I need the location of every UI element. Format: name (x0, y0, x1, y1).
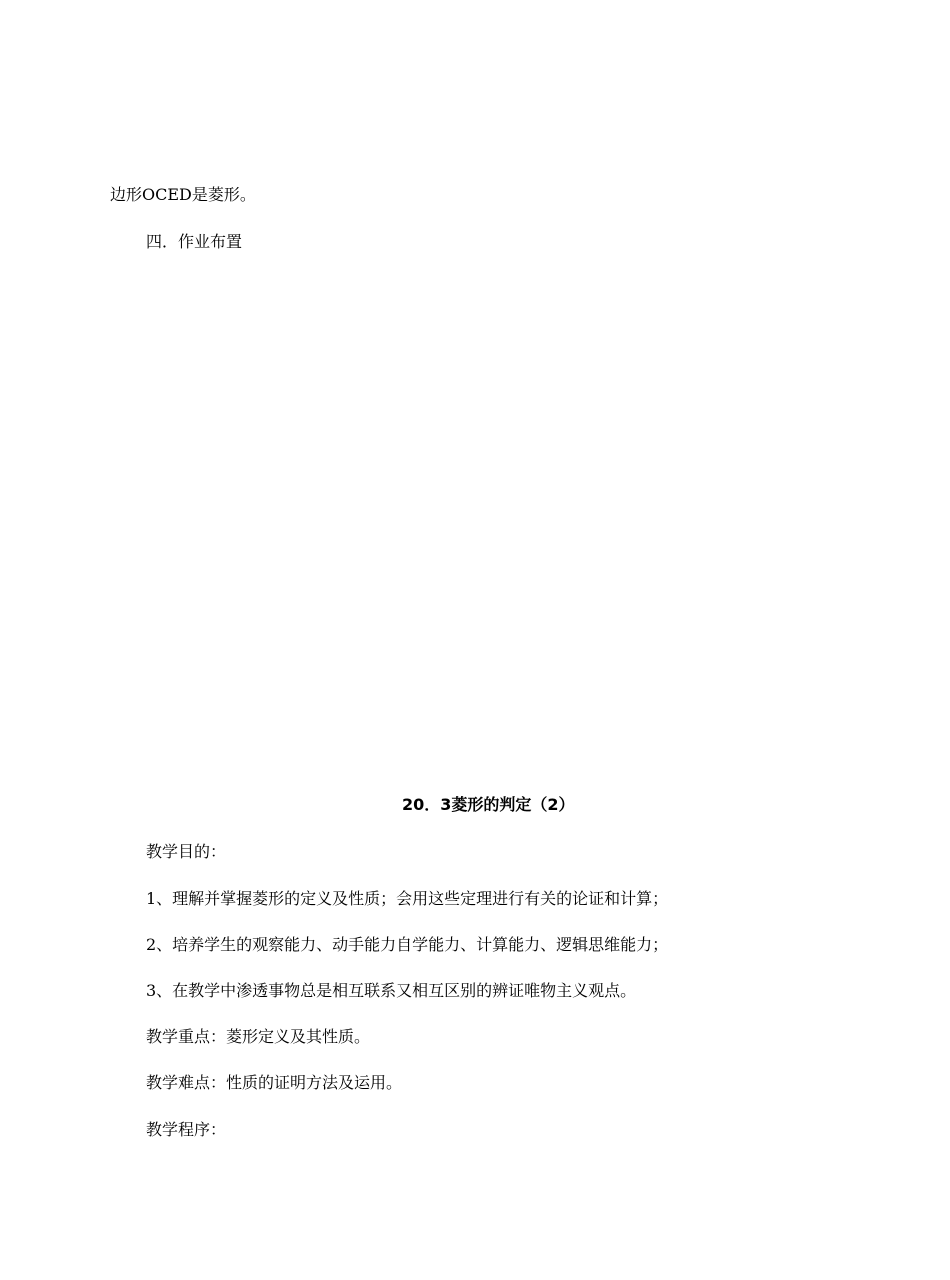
section-heading: 四．作业布置 (146, 232, 243, 251)
procedure-label: 教学程序： (146, 1120, 227, 1139)
objective-item-2: 2、培养学生的观察能力、动手能力自学能力、计算能力、逻辑思维能力； (146, 935, 669, 954)
continuation-text: 边形OCED是菱形。 (110, 185, 256, 204)
key-point-text: 教学重点：菱形定义及其性质。 (146, 1027, 371, 1046)
lesson-title: 20．3菱形的判定（2） (402, 795, 575, 814)
objectives-label: 教学目的： (146, 842, 227, 861)
objective-item-3: 3、在教学中渗透事物总是相互联系又相互区别的辨证唯物主义观点。 (146, 981, 637, 1000)
difficulty-text: 教学难点：性质的证明方法及运用。 (146, 1073, 403, 1092)
objective-item-1: 1、理解并掌握菱形的定义及性质；会用这些定理进行有关的论证和计算； (146, 889, 669, 908)
